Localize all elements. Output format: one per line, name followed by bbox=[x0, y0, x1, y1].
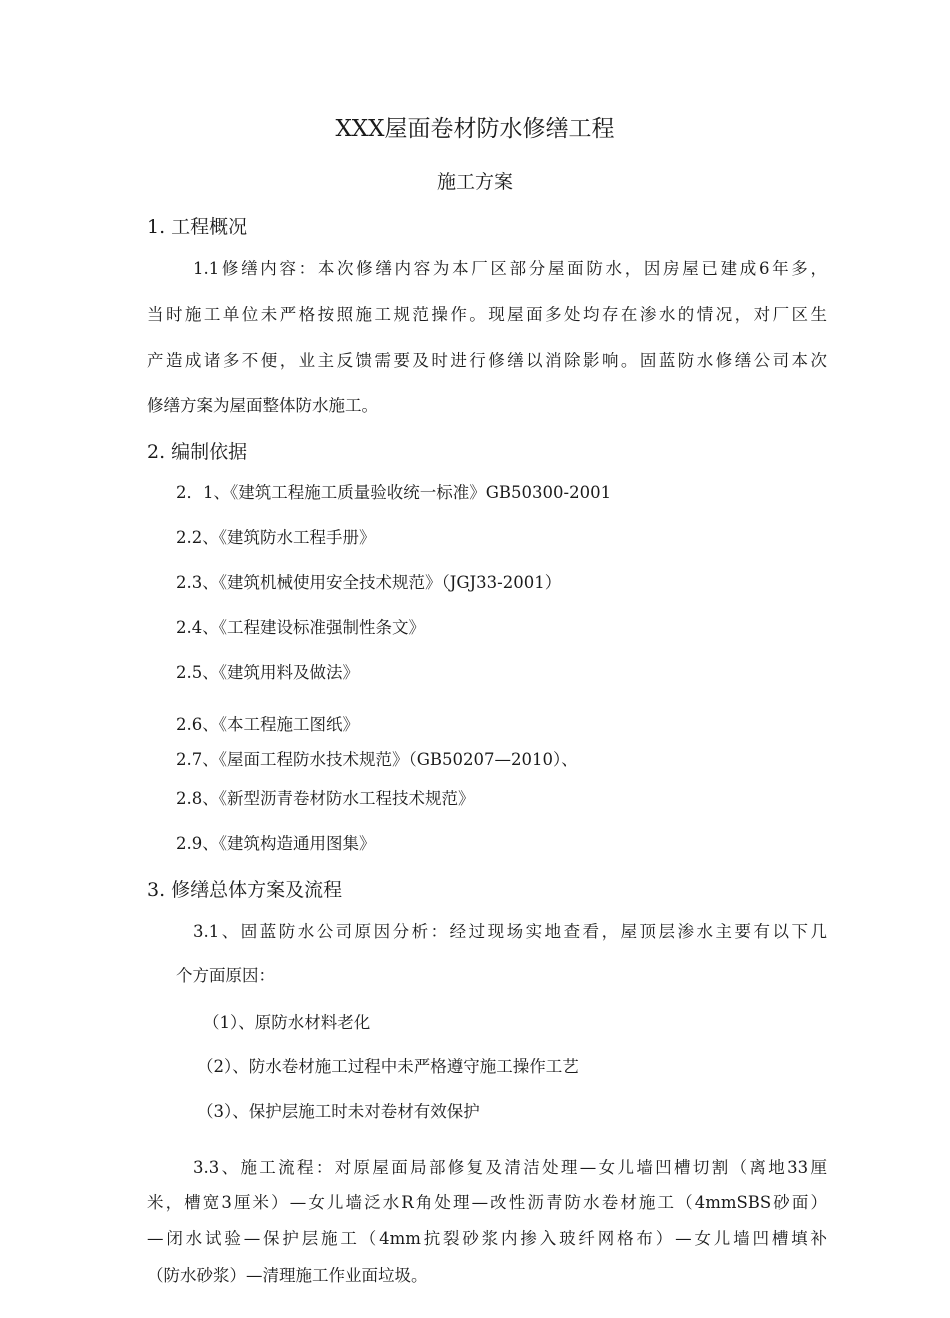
section-2-heading: 2. 编制依据 bbox=[147, 441, 248, 463]
section-1-paragraph-line: 当时施工单位未严格按照施工规范操作。现屋面多处均存在渗水的情况，对厂区生 bbox=[147, 305, 827, 324]
section-3-3-line: （防水砂浆）—清理施工作业面垃圾。 bbox=[147, 1266, 428, 1285]
section-3-3-line: 3.3、施工流程：对原屋面局部修复及清洁处理—女儿墙凹槽切割（离地33厘 bbox=[193, 1158, 827, 1177]
section-3-3-line: 米，槽宽3厘米）—女儿墙泛水R角处理—改性沥青防水卷材施工（4mmSBS砂面） bbox=[147, 1193, 827, 1212]
document-subtitle: 施工方案 bbox=[436, 171, 513, 193]
reason-item: （1）、原防水材料老化 bbox=[203, 1013, 371, 1032]
document-title: XXX屋面卷材防水修缮工程 bbox=[335, 116, 615, 142]
section-3-1-line: 个方面原因： bbox=[176, 966, 275, 985]
section-3-1-line: 3.1、固蓝防水公司原因分析：经过现场实地查看，屋顶层渗水主要有以下几 bbox=[193, 922, 827, 941]
section-1-paragraph-line: 产造成诸多不便，业主反馈需要及时进行修缮以消除影响。固蓝防水修缮公司本次 bbox=[147, 351, 827, 370]
reference-item: 2.2、《建筑防水工程手册》 bbox=[176, 528, 376, 547]
reference-item: 2.3、《建筑机械使用安全技术规范》（JGJ33-2001） bbox=[176, 573, 562, 592]
reference-item: 2.9、《建筑构造通用图集》 bbox=[176, 834, 376, 853]
reference-item: 2.7、《屋面工程防水技术规范》（GB50207—2010）、 bbox=[176, 750, 578, 769]
reference-item: 2.8、《新型沥青卷材防水工程技术规范》 bbox=[176, 789, 475, 808]
reference-item: 2.6、《本工程施工图纸》 bbox=[176, 715, 359, 734]
section-1-paragraph-line: 1.1修缮内容：本次修缮内容为本厂区部分屋面防水，因房屋已建成6年多， bbox=[193, 259, 827, 278]
section-1-heading: 1. 工程概况 bbox=[147, 216, 248, 238]
section-3-heading: 3. 修缮总体方案及流程 bbox=[147, 879, 343, 901]
section-3-3-line: —闭水试验—保护层施工（4mm抗裂砂浆内掺入玻纤网格布）—女儿墙凹槽填补 bbox=[147, 1229, 827, 1248]
reference-item: 2.5、《建筑用料及做法》 bbox=[176, 663, 359, 682]
reason-item: （2）、防水卷材施工过程中未严格遵守施工操作工艺 bbox=[197, 1057, 579, 1076]
section-1-paragraph-line: 修缮方案为屋面整体防水施工。 bbox=[147, 396, 378, 415]
reference-item: 2．1、《建筑工程施工质量验收统一标准》GB50300-2001 bbox=[176, 483, 612, 502]
reference-item: 2.4、《工程建设标准强制性条文》 bbox=[176, 618, 425, 637]
reason-item: （3）、保护层施工时未对卷材有效保护 bbox=[197, 1102, 480, 1121]
